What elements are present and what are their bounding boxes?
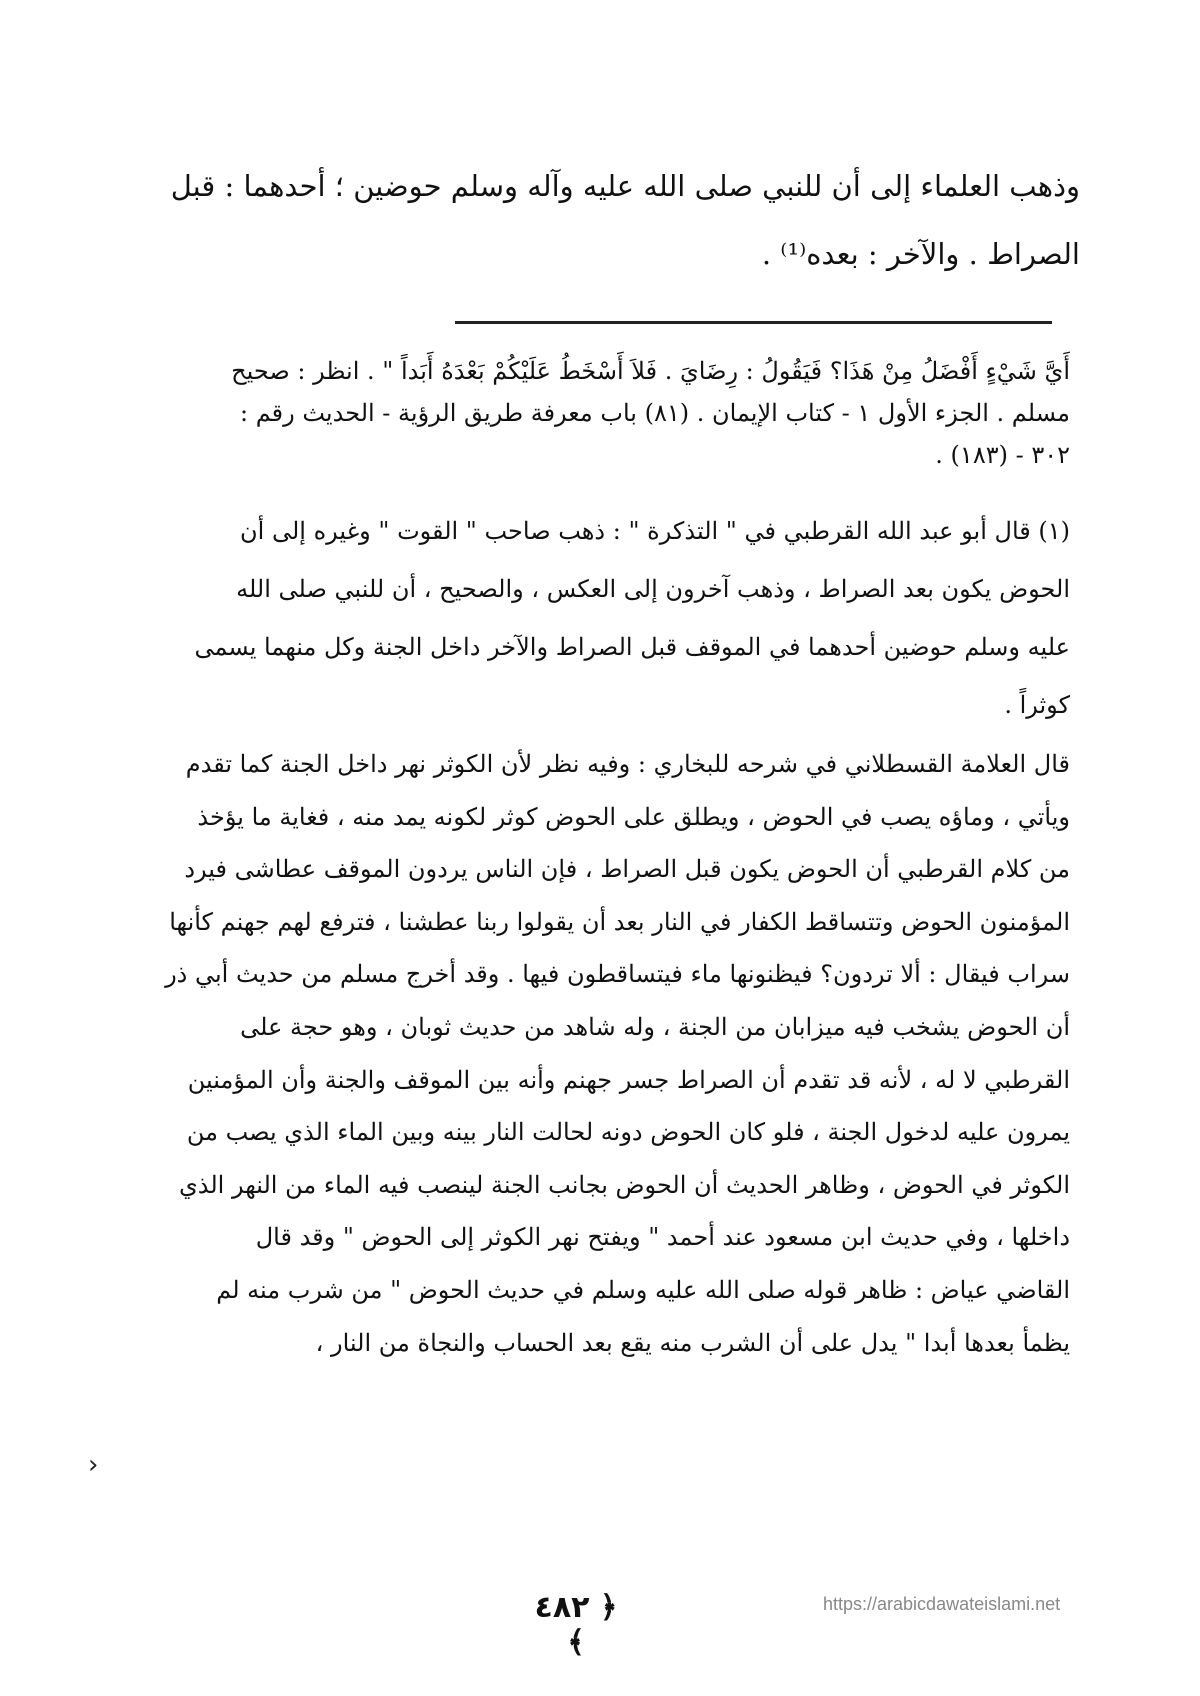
footnote-line: المؤمنون الحوض وتتساقط الكفار في النار بعد أن يقولوا ربنا عطشنا ، فترفع لهم جهنم كأنها — [169, 907, 1070, 936]
footnote-line: الحوض يكون بعد الصراط ، وذهب آخرون إلى العكس ، والصحيح ، أن للنبي صلى الله — [236, 575, 1070, 603]
footnote-line: أَيَّ شَيْءٍ أَفْضَلُ مِنْ هَذَا؟ فَيَقُولُ : رِضَايَ . فَلاَ أَسْخَطُ عَلَيْكُمْ بَعْدَهُ أَبَداً " . انظر : صحيح — [231, 357, 1070, 385]
footnote-line: (١) قال أبو عبد الله القرطبي في " التذكرة " : ذهب صاحب " القوت " وغيره إلى أن — [240, 517, 1070, 545]
main-text — [60, 152, 1080, 288]
footnote-line: يمرون عليه لدخول الجنة ، فلو كان الحوض دونه لحالت النار بينه وبين الماء الذي يصب من — [186, 1118, 1070, 1147]
footnote-line: القاضي عياض : ظاهر قوله صلى الله عليه وسلم في حديث الحوض " من شرب منه لم — [216, 1275, 1070, 1304]
footnote-line: الكوثر في الحوض ، وظاهر الحديث أن الحوض بجانب الجنة لينصب فيه الماء من النهر الذي — [178, 1170, 1070, 1199]
footnote-line: ويأتي ، وماؤه يصب في الحوض ، ويطلق على الحوض كوثر لكونه يمد منه ، فغاية ما يؤخذ — [197, 802, 1070, 831]
footnote-1-commentary — [70, 738, 1070, 1369]
footnote-1 — [70, 502, 1070, 734]
footnote-line: داخلها ، وفي حديث ابن مسعود عند أحمد " ويفتح نهر الكوثر إلى الحوض " وقد قال — [255, 1223, 1070, 1252]
footnote-line: من كلام القرطبي أن الحوض يكون قبل الصراط ، فإن الناس يردون الموقف عطاشى فيرد — [184, 855, 1070, 884]
footnote-line: سراب فيقال : ألا تردون؟ فيظنونها ماء فيتساقطون فيها . وقد أخرج مسلم من حديث أبي ذر — [165, 960, 1070, 989]
footnote-separator — [455, 321, 1052, 324]
continued-footnote — [70, 350, 1070, 476]
footnote-line: أن الحوض يشخب فيه ميزابان من الجنة ، وله شاهد من حديث ثوبان ، وهو حجة على — [240, 1012, 1070, 1041]
main-text-line: الصراط . والآخر : بعده⁽¹⁾ . — [761, 237, 1080, 271]
footnote-line: عليه وسلم حوضين أحدهما في الموقف قبل الصراط والآخر داخل الجنة وكل منهما يسمى — [194, 633, 1070, 661]
continuation-arrow-icon: › — [88, 1450, 99, 1480]
footnote-line: مسلم . الجزء الأول ١ - كتاب الإيمان . (٨١) باب معرفة طريق الرؤية - الحديث رقم : — [239, 399, 1070, 427]
watermark-url: https://arabicdawateislami.net — [823, 1594, 1061, 1614]
footnote-line: قال العلامة القسطلاني في شرحه للبخاري : وفيه نظر لأن الكوثر نهر داخل الجنة كما تقدم — [185, 750, 1070, 778]
main-text-line: وذهب العلماء إلى أن للنبي صلى الله عليه وآله وسلم حوضين ؛ أحدهما : قبل — [170, 169, 1080, 203]
footnote-line: كوثراً . — [1004, 691, 1070, 719]
footnotes — [70, 350, 1070, 1369]
footnote-line: يظمأ بعدها أبدا " يدل على أن الشرب منه يقع بعد الحساب والنجاة من النار ، — [315, 1328, 1070, 1357]
footnote-line: القرطبي لا له ، لأنه قد تقدم أن الصراط جسر جهنم وأنه بين الموقف والجنة وأن المؤمنين — [187, 1065, 1070, 1094]
page-number: ﴿ ٤٨٢ ﴾ — [534, 1590, 618, 1660]
footnote-line: ٣٠٢ - (١٨٣) . — [935, 441, 1070, 469]
